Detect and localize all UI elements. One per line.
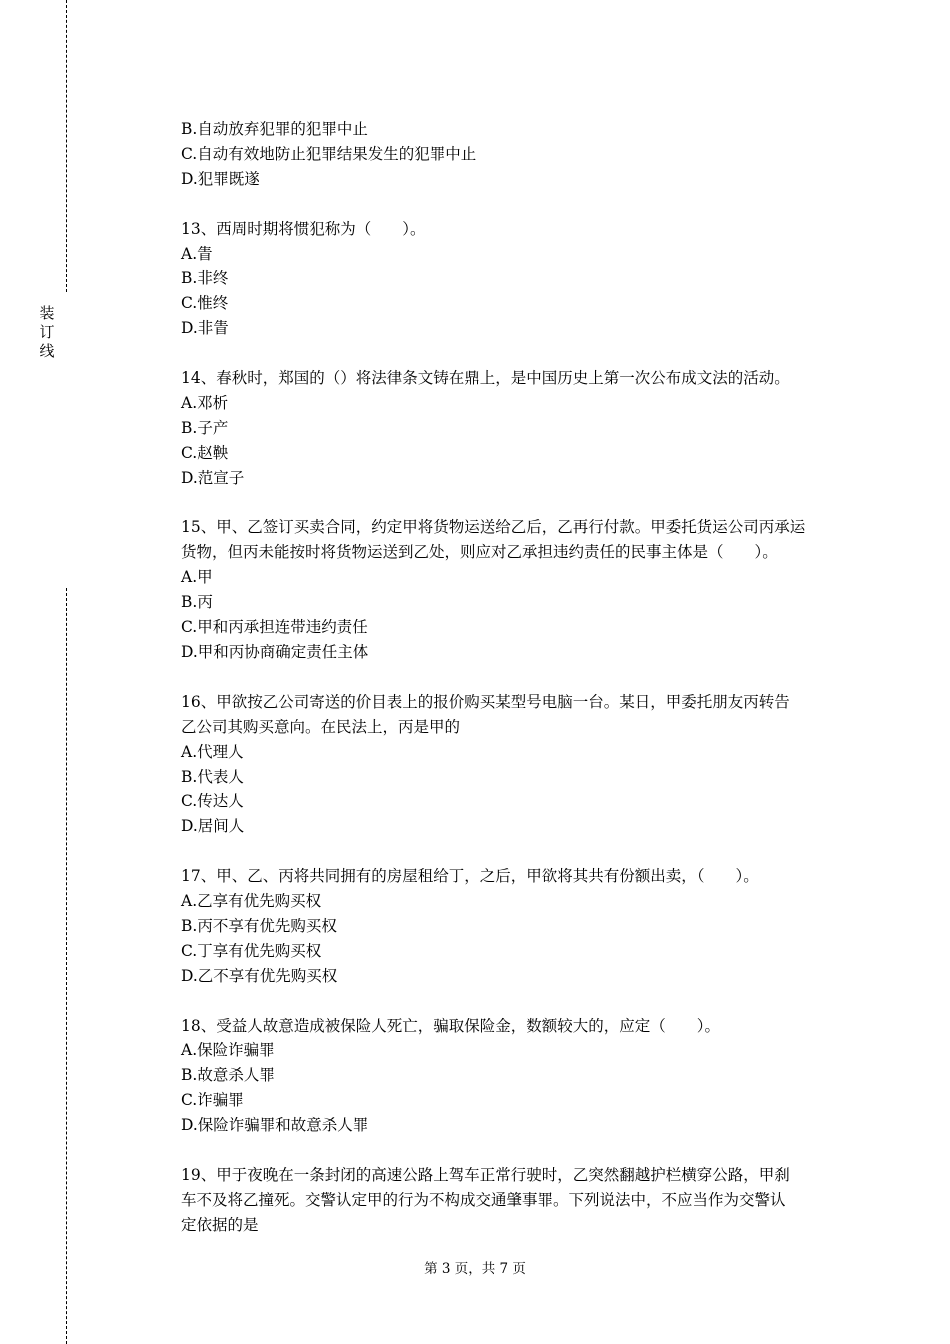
option-line: D.乙不享有优先购买权 xyxy=(181,966,338,985)
option-line: B.代表人 xyxy=(181,767,244,786)
question-content xyxy=(181,117,841,1238)
option-line: B.自动放弃犯罪的犯罪中止 xyxy=(181,120,368,138)
question-stem: 18、受益人故意造成被保险人死亡，骗取保险金，数额较大的，应定（ ）。 xyxy=(181,1016,720,1035)
question-stem: 货物，但丙未能按时将货物运送到乙处，则应对乙承担违约责任的民事主体是（ ）。 xyxy=(181,543,778,562)
option-line: D.甲和丙协商确定责任主体 xyxy=(181,642,369,661)
question-stem: 19、甲于夜晚在一条封闭的高速公路上驾车正常行驶时，乙突然翻越护栏横穿公路，甲刹 xyxy=(181,1165,790,1184)
binding-char: 装 xyxy=(39,304,55,322)
page-number: 第 3 页，共 7 页 xyxy=(424,1261,526,1277)
option-line: A.眚 xyxy=(181,244,213,263)
option-line: B.子产 xyxy=(181,418,229,437)
option-line: A.邓析 xyxy=(181,393,229,412)
question-stem: 16、甲欲按乙公司寄送的价目表上的报价购买某型号电脑一台。某日，甲委托朋友丙转告 xyxy=(181,692,790,711)
binding-label xyxy=(38,304,56,361)
option-line: B.故意杀人罪 xyxy=(181,1066,275,1085)
option-line: C.诈骗罪 xyxy=(181,1091,244,1110)
option-line: D.保险诈骗罪和故意杀人罪 xyxy=(181,1116,369,1135)
option-line: B.丙 xyxy=(181,593,213,612)
binding-char: 订 xyxy=(39,323,55,341)
option-line: A.代理人 xyxy=(181,742,244,761)
question-stem: 13、西周时期将惯犯称为（ ）。 xyxy=(181,219,426,238)
option-line: A.甲 xyxy=(181,568,213,587)
binding-dashed-line-top xyxy=(66,0,67,292)
binding-char: 线 xyxy=(39,342,55,360)
question-stem: 乙公司其购买意向。在民法上，丙是甲的 xyxy=(181,717,461,736)
option-line: C.惟终 xyxy=(181,294,229,313)
option-line: D.非眚 xyxy=(181,319,229,338)
question-stem: 14、春秋时，郑国的（）将法律条文铸在鼎上，是中国历史上第一次公布成文法的活动。 xyxy=(181,369,790,388)
option-line: B.非终 xyxy=(181,269,229,288)
option-line: B.丙不享有优先购买权 xyxy=(181,916,337,935)
option-line: C.丁享有优先购买权 xyxy=(181,941,322,960)
question-stem: 车不及将乙撞死。交警认定甲的行为不构成交通肇事罪。下列说法中，不应当作为交警认 xyxy=(181,1190,786,1209)
option-line: D.范宣子 xyxy=(181,468,245,487)
option-line: D.犯罪既遂 xyxy=(181,169,260,188)
option-line: A.保险诈骗罪 xyxy=(181,1041,275,1060)
question-stem: 定依据的是 xyxy=(181,1215,259,1234)
option-line: A.乙享有优先购买权 xyxy=(181,892,322,911)
question-stem: 15、甲、乙签订买卖合同，约定甲将货物运送给乙后，乙再行付款。甲委托货运公司丙承运 xyxy=(181,518,806,537)
option-line: C.甲和丙承担连带违约责任 xyxy=(181,618,368,637)
binding-dashed-line-bottom xyxy=(66,588,67,1344)
option-line: C.赵鞅 xyxy=(181,443,229,462)
option-line: C.自动有效地防止犯罪结果发生的犯罪中止 xyxy=(181,144,477,163)
option-line: C.传达人 xyxy=(181,792,244,811)
question-stem: 17、甲、乙、丙将共同拥有的房屋租给丁，之后，甲欲将其共有份额出卖，（ ）。 xyxy=(181,867,759,886)
option-line: D.居间人 xyxy=(181,817,245,836)
